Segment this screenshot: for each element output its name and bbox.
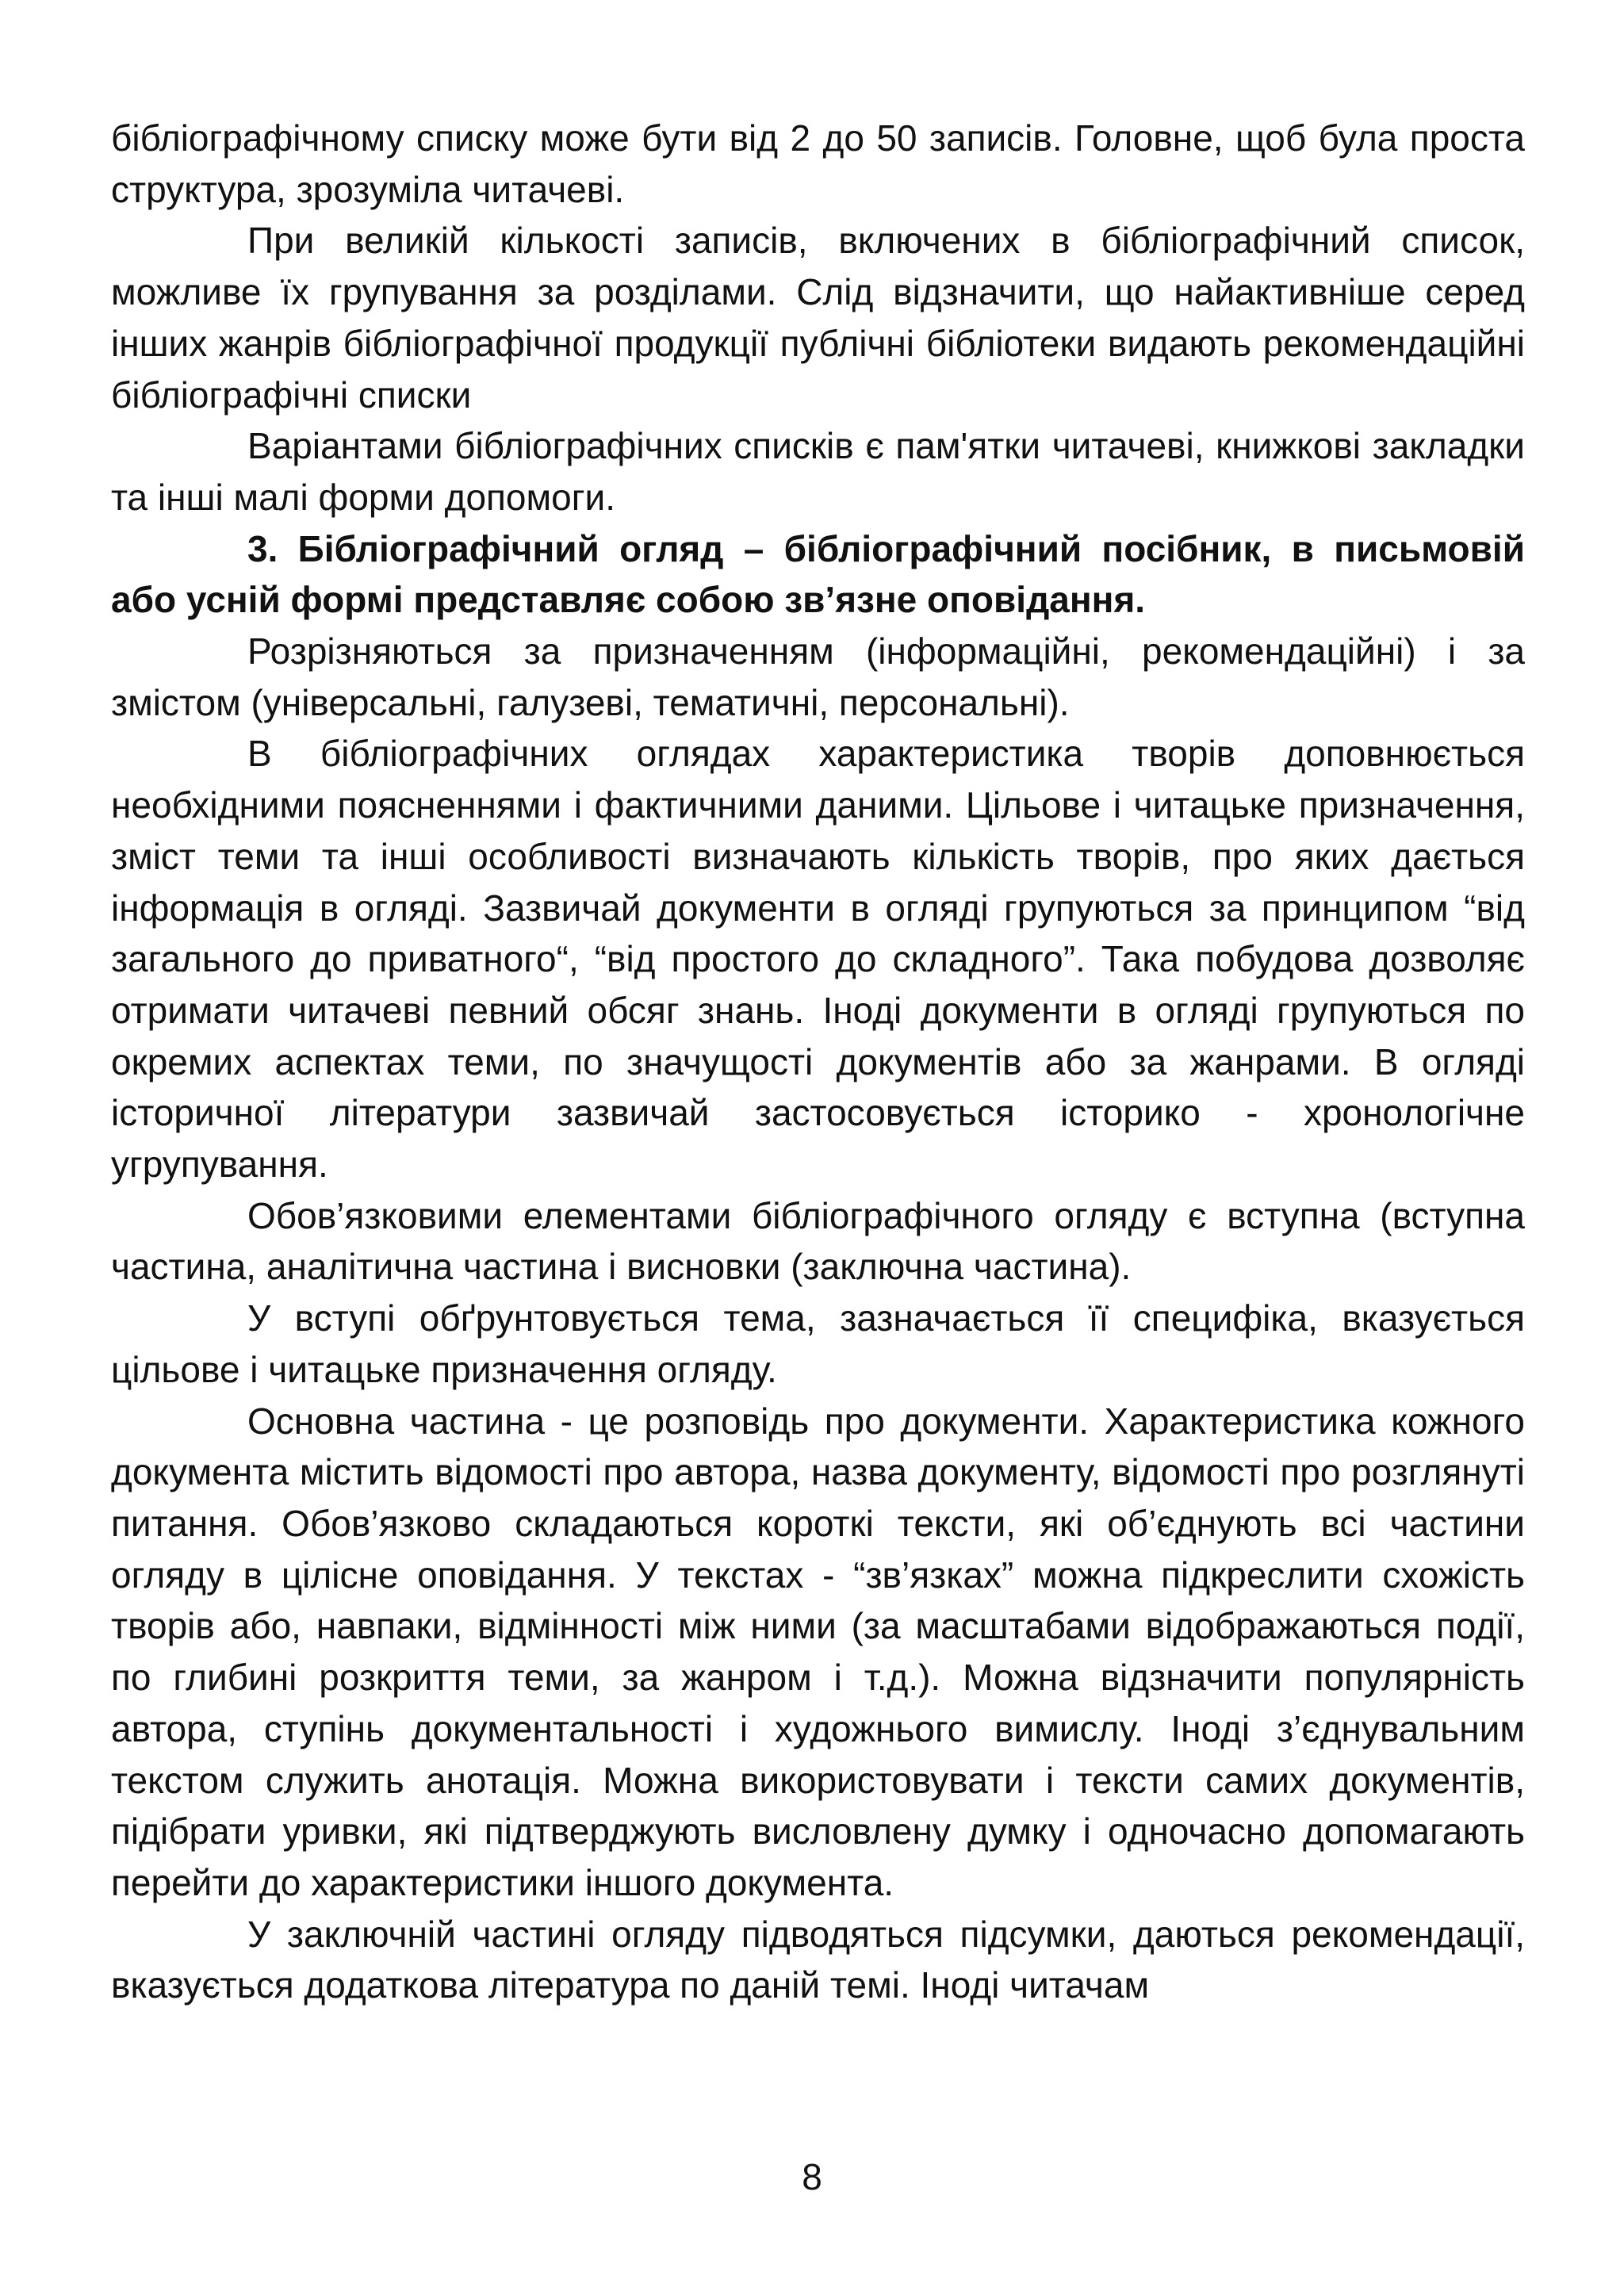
section-heading-bibliographic-review: 3. Бібліографічний огляд – бібліографічний посібник, в письмовій або усній формі представляє собою зв’язне оповідання. (111, 527, 1525, 621)
paragraph-characteristics: В бібліографічних оглядах характеристика творів доповнюється необхідними поясненнями і фактичними даними. Цільове і читацьке призначення, зміст теми та інші особливості визначають кількість творів, про яких дається інформація в огляді. Зазвичай документи в огляді групуються за принципом “від загального до приватного“, “від простого до складного”. Така побудова дозволяє отримати читачеві певний обсяг знань. Іноді документи в огляді групуються по окремих аспектах теми, по значущості документів або за жанрами. В огляді історичної літератури зазвичай застосовується історико - хронологічне угрупування. (111, 733, 1525, 1186)
paragraph-grouping: При великій кількості записів, включених в бібліографічний список, можливе їх групування за розділами. Слід відзначити, що найактивніше серед інших жанрів бібліографічної продукції публічні бібліотеки видають рекомендаційні бібліографічні списки (111, 220, 1525, 416)
paragraph-conclusion: У заключній частині огляду підводяться підсумки, даються рекомендації, вказується додаткова література по даній темі. Іноді читачам (111, 1913, 1525, 2006)
document-page-body (111, 113, 1525, 2011)
paragraph-main-part: Основна частина - це розповідь про документи. Характеристика кожного документа містить відомості про автора, назва документу, відомості про розглянуті питання. Обов’язково складаються короткі тексти, які об’єднують всі частини огляду в цілісне оповідання. У текстах - “зв’язках” можна підкреслити схожість творів або, навпаки, відмінності між ними (за масштабами відображаються події, по глибині розкриття теми, за жанром і т.д.). Можна відзначити популярність автора, ступінь документальності і художнього вимислу. Іноді з’єднувальним текстом служить анотація. Можна використовувати і тексти самих документів, підібрати уривки, які підтверджують висловлену думку і одночасно допомагають перейти до характеристики іншого документа. (111, 1400, 1525, 1903)
paragraph-continuation: бібліографічному списку може бути від 2 до 50 записів. Головне, щоб була проста структура, зрозуміла читачеві. (111, 117, 1525, 210)
paragraph-classification: Розрізняються за призначенням (інформаційні, рекомендаційні) і за змістом (універсальні, галузеві, тематичні, персональні). (111, 630, 1525, 723)
paragraph-variants: Варіантами бібліографічних списків є пам'ятки читачеві, книжкові закладки та інші малі форми допомоги. (111, 425, 1525, 518)
paragraph-mandatory-elements: Обов’язковими елементами бібліографічного огляду є вступна (вступна частина, аналітична частина і висновки (заключна частина). (111, 1194, 1525, 1288)
page-number: 8 (802, 2156, 822, 2197)
paragraph-introduction: У вступі обґрунтовується тема, зазначається її специфіка, вказується цільове і читацьке призначення огляду. (111, 1297, 1525, 1390)
